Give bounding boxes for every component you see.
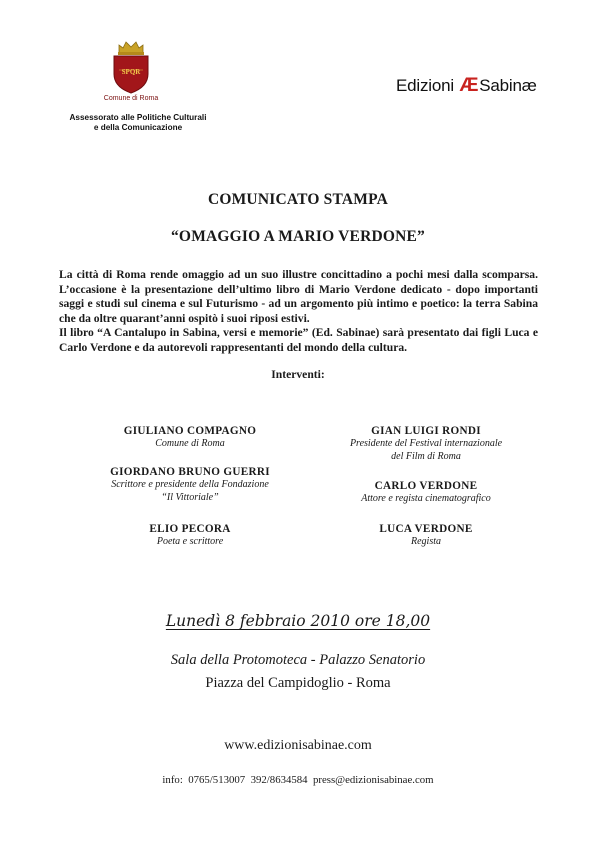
speaker-role: Comune di Roma [155, 438, 225, 449]
speaker-role: Attore e regista cinematografico [361, 493, 491, 504]
crest-text: SPQR [121, 68, 141, 76]
speaker-name: ELIO PECORA [149, 523, 231, 535]
publisher-logo-mark: Æ [459, 75, 479, 96]
body-text [59, 268, 538, 356]
roman-crest-icon [108, 40, 154, 94]
speaker-entry [316, 424, 536, 463]
body-paragraph-1: La città di Roma rende omaggio ad un suo illustre concittadino a pochi mesi dalla scomparsa. L’occasione è la presentazione dell’ultimo libro di Mario Verdone dedicato - dopo importanti saggi e studi sul cinema e sul Futurismo - ad un argomento più intimo e poetico: la terra Sabina che da oltre quarant’anni ospitò i suoi riposi estivi. [59, 268, 538, 325]
website-link[interactable]: www.edizionisabinae.com [224, 738, 372, 753]
speaker-name: LUCA VERDONE [379, 523, 473, 535]
publisher-logo-part1: Edizioni [396, 76, 454, 95]
speaker-entry [80, 465, 300, 504]
speaker-entry [80, 424, 300, 451]
speaker-role: Scrittore e presidente della Fondazione [111, 479, 269, 490]
speaker-role: Regista [411, 536, 441, 547]
assessorato-line-2: e della Comunicazione [93, 123, 183, 132]
event-address: Piazza del Campidoglio - Roma [205, 675, 391, 691]
press-release-title: COMUNICATO STAMPA [207, 191, 389, 208]
body-paragraph-2: Il libro “A Cantalupo in Sabina, versi e memorie” (Ed. Sabinae) sarà presentato dai figli Luca e Carlo Verdone e da autorevoli rappresentanti del mondo della cultura. [59, 326, 538, 354]
assessorato-label [58, 113, 218, 133]
speaker-entry [316, 522, 536, 549]
speaker-name: CARLO VERDONE [374, 480, 478, 492]
speaker-role-line-2: “Il Vittoriale” [161, 491, 219, 503]
interventi-label: Interventi: [271, 368, 325, 381]
speaker-name: GIULIANO COMPAGNO [123, 425, 257, 437]
publisher-logo-part2: Sabinæ [479, 76, 537, 95]
assessorato-line-1: Assessorato alle Politiche Culturali [69, 113, 207, 122]
speaker-role: Poeta e scrittore [156, 536, 224, 547]
speaker-entry [80, 522, 300, 549]
event-title: “OMAGGIO A MARIO VERDONE” [170, 228, 426, 245]
speaker-entry [316, 479, 536, 506]
publisher-logo [396, 75, 537, 97]
speaker-name: GIORDANO BRUNO GUERRI [110, 466, 270, 478]
event-venue: Sala della Protomoteca - Palazzo Senatorio [170, 652, 426, 668]
comune-label: Comune di Roma [103, 95, 159, 102]
speaker-name: GIAN LUIGI RONDI [371, 425, 481, 437]
contact-info: info: 0765/513007 392/8634584 press@edizionisabinae.com [162, 774, 434, 786]
speaker-role: Presidente del Festival internazionale [349, 438, 503, 449]
event-date: Lunedì 8 febbraio 2010 ore 18,00 [165, 612, 431, 630]
speaker-role-line-2: del Film di Roma [391, 450, 461, 462]
